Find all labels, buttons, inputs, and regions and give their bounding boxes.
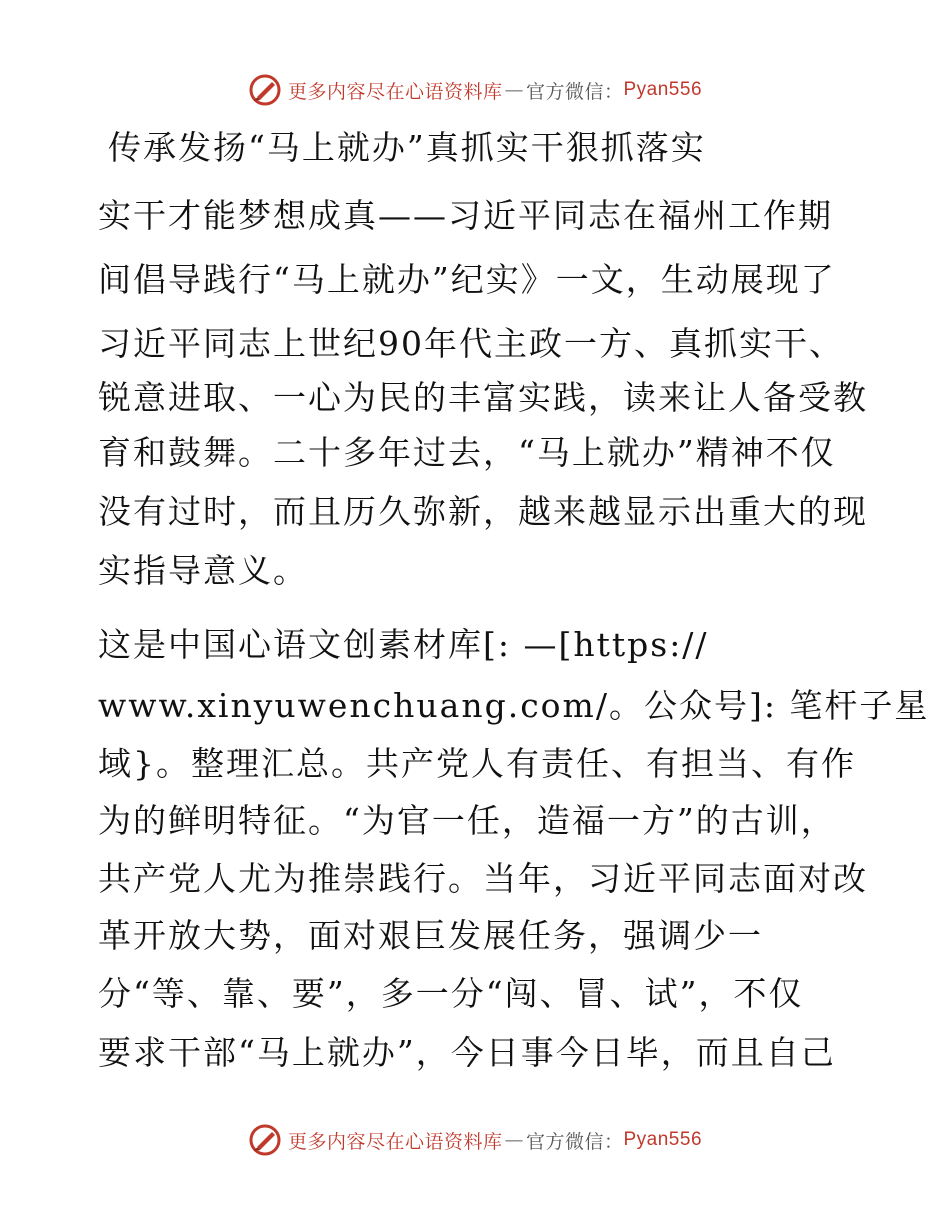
text-line: 间倡导践行“马上就办”纪实》一文，生动展现了 (98, 260, 836, 299)
text-line: 没有过时，而且历久弥新，越来越显示出重大的现 (98, 492, 868, 531)
text-line: 实干才能梦想成真——习近平同志在福州工作期 (98, 196, 833, 235)
wechat-label: 官方微信： (525, 1130, 624, 1153)
text-line: 为的鲜明特征。“为官一任，造福一方”的古训， (98, 801, 836, 840)
text-line: 域}。整理汇总。共产党人有责任、有担当、有作 (98, 744, 856, 783)
wechat-handle: Pyan556 (623, 79, 703, 100)
brush-logo-icon (248, 73, 282, 107)
text-line: 分“等、靠、要”，多一分“闯、冒、试”，不仅 (98, 974, 804, 1013)
text-line: 要求干部“马上就办”，今日事今日毕，而且自己 (98, 1033, 836, 1072)
wechat-handle: Pyan556 (623, 1129, 703, 1150)
document-title: 传承发扬“马上就办”真抓实干狠抓落实 (108, 128, 706, 167)
text-line: 实指导意义。 (98, 551, 308, 590)
watermark-text: 更多内容尽在心语资料库 (287, 80, 503, 103)
watermark-banner-bottom (0, 1120, 950, 1160)
text-line: 共产党人尤为推崇践行。当年，习近平同志面对改 (98, 859, 868, 898)
watermark-dash: — (504, 1129, 524, 1151)
text-line: www.xinyuwenchuang.com/。公众号]: 笔杆子星 (98, 686, 930, 725)
text-line: 锐意进取、一心为民的丰富实践，读来让人备受教 (98, 378, 868, 417)
brush-logo-icon (248, 1123, 282, 1157)
watermark-text: 更多内容尽在心语资料库 (287, 1130, 503, 1153)
text-line: 革开放大势，面对艰巨发展任务，强调少一 (98, 916, 763, 955)
watermark-banner-top (0, 70, 950, 110)
text-line: 习近平同志上世纪90年代主政一方、真抓实干、 (98, 324, 844, 363)
wechat-label: 官方微信： (525, 80, 624, 103)
text-line: 这是中国心语文创素材库[: —[https:// (98, 625, 709, 664)
watermark-dash: — (504, 79, 524, 101)
text-line: 育和鼓舞。二十多年过去，“马上就办”精神不仅 (98, 433, 836, 472)
